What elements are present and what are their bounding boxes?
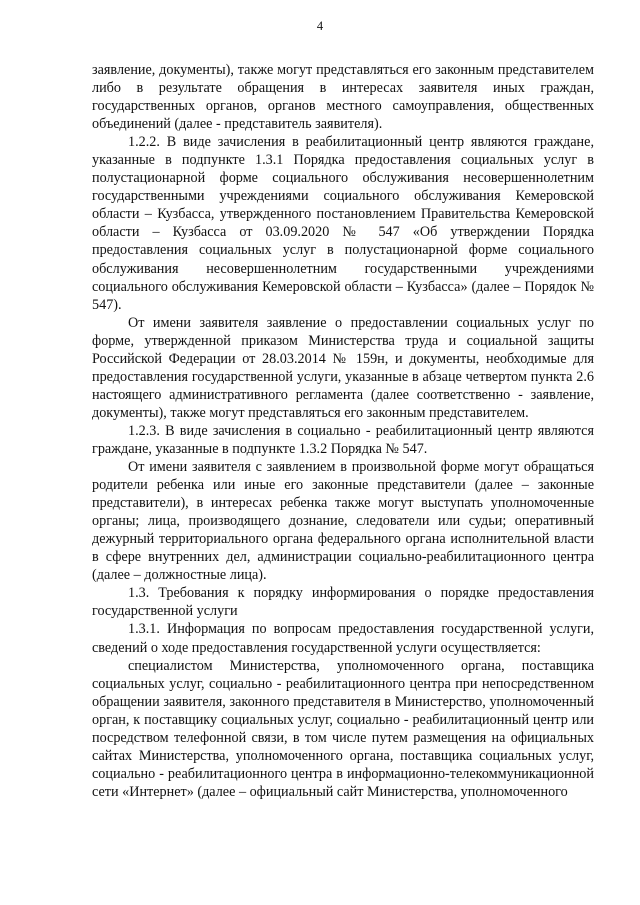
document-body bbox=[92, 61, 594, 801]
paragraph-1-2-2: 1.2.2. В виде зачисления в реабилитационный центр являются граждане, указанные в подпункте 1.3.1 Порядка предоставления социальных услуг в полустационарной форме социального обслуживания несовершеннолетним государственными учреждениями социального обслуживания Кемеровской области – Кузбасса, утвержденного постановлением Правительства Кемеровской области – Кузбасса от 03.09.2020 № 547 «Об утверждении Порядка предоставления социальных услуг в полустационарной форме социального обслуживания несовершеннолетним государственными учреждениями социального обслуживания Кемеровской области – Кузбасса» (далее – Порядок № 547). bbox=[92, 134, 594, 313]
section-heading-1-3: 1.3. Требования к порядку информирования о порядке предоставления государственной услуги bbox=[92, 585, 594, 620]
page-number: 4 bbox=[316, 19, 324, 33]
paragraph-application-form: От имени заявителя заявление о предоставлении социальных услуг по форме, утвержденной приказом Министерства труда и социальной защиты Российской Федерации от 28.03.2014 № 159н, и документы, необходимые для предоставления государственной услуги, указанные в абзаце четвертом пункта 2.6 настоящего административного регламента (далее соответственно - заявление, документы), также могут представляться его законным представителем. bbox=[92, 314, 594, 421]
paragraph-representative: заявление, документы), также могут представляться его законным представителем либо в результате обращения в интересах заявителя иных граждан, государственных органов, органов местного самоуправления, общественных объединений (далее - представитель заявителя). bbox=[92, 62, 594, 133]
paragraph-1-2-3: 1.2.3. В виде зачисления в социально - реабилитационный центр являются граждане, указанные в подпункте 1.3.2 Порядка № 547. bbox=[92, 422, 594, 457]
paragraph-legal-representatives: От имени заявителя с заявлением в произвольной форме могут обращаться родители ребенка или иные его законные представители (далее – законные представители), в интересах ребенка также могут выступать уполномоченные органы; лица, производящего дознание, следователи или судьи; оперативный дежурный территориального органа федерального органа исполнительной власти в сфере внутренних дел, администрации социально-реабилитационного центра (далее – должностные лица). bbox=[92, 459, 594, 584]
paragraph-1-3-1: 1.3.1. Информация по вопросам предоставления государственной услуги, сведений о ходе предоставления государственной услуги осуществляется: bbox=[92, 621, 594, 656]
paragraph-specialist: специалистом Министерства, уполномоченного органа, поставщика социальных услуг, социально - реабилитационного центра при непосредственном обращении заявителя, законного представителя в Министерство, уполномоченный орган, к поставщику социальных услуг, социально - реабилитационный центр или посредством телефонной связи, в том числе путем размещения на официальных сайтах Министерства, уполномоченного органа, поставщика социальных услуг, социально - реабилитационного центра в информационно-телекоммуникационной сети «Интернет» (далее – официальный сайт Министерства, уполномоченного bbox=[92, 657, 594, 800]
